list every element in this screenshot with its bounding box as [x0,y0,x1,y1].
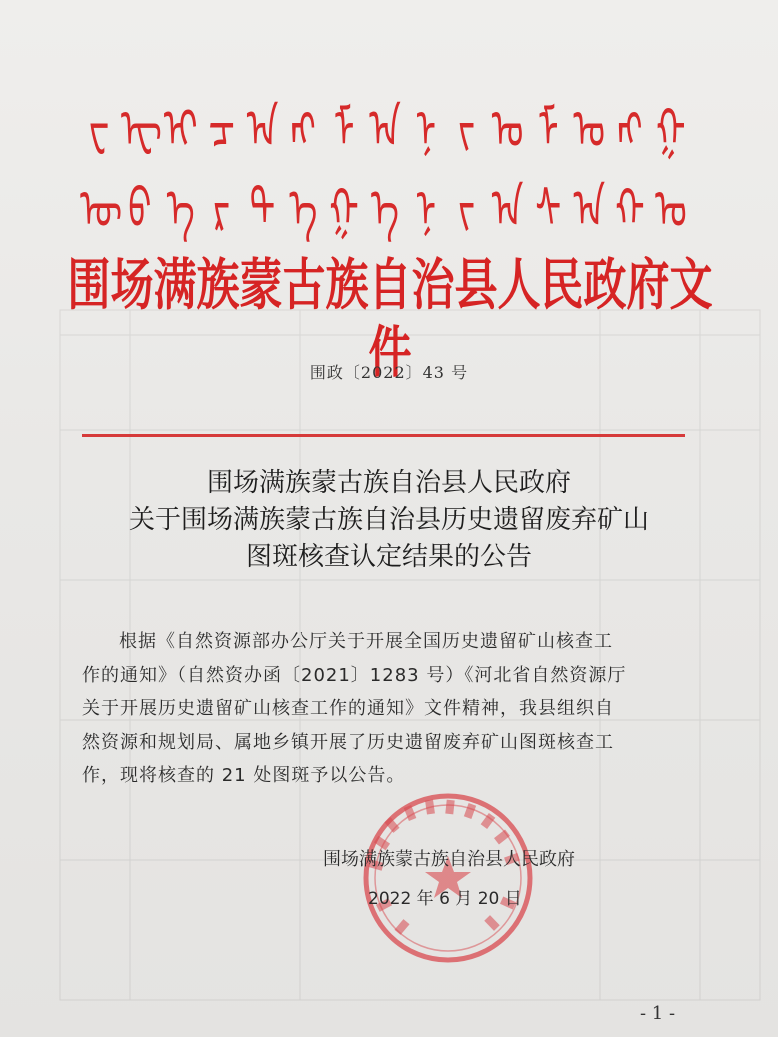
body-line: 作的通知》（自然资办函〔2021〕1283 号）《河北省自然资源厅 [82,664,627,686]
announcement-body [82,625,692,793]
title-line: 关于围场满族蒙古族自治县历史遗留废弃矿山 [128,505,649,535]
body-line: 然资源和规划局、属地乡镇开展了历史遗留废弃矿山图斑核查工 [82,731,614,753]
mongolian-script-header [80,90,690,260]
announcement-title [0,465,778,576]
body-line: 作，现将核查的 21 处图斑予以公告。 [82,765,406,786]
signature-date: 2022 年 6 月 20 日 [368,889,522,909]
issuer-banner: 围场满族蒙古族自治县人民政府文件 [67,253,713,386]
official-seal [358,788,538,968]
title-line: 围场满族蒙古族自治县人民政府 [206,468,571,498]
page-number: - 1 - [640,1003,676,1024]
red-divider-line [82,434,685,437]
mongolian-script-row: ᠥ ᠪ ᠡ ᠷ ᠲ ᠡ ᠭ ᠡ ᠨ ᠵ ᠠ ᠰ ᠠ ᠬ ᠤ [80,178,687,242]
signature-issuer: 围场满族蒙古族自治县人民政府 [323,849,575,870]
title-line: 图斑核查认定结果的公告 [245,542,532,572]
document-number: 围政〔2022〕43 号 [309,363,469,382]
body-line: 根据《自然资源部办公厅关于开展全国历史遗留矿山核查工 [119,631,613,652]
body-line: 关于开展历史遗留矿山核查工作的通知》文件精神，我县组织自 [82,698,614,719]
mongolian-script-row: ᠸ ᠧ ᠢ ᠴ ᠠ ᠩ ᠮ ᠠ ᠨ ᠵ ᠤ ᠮ ᠣ ᠩ ᠭ [88,98,686,162]
